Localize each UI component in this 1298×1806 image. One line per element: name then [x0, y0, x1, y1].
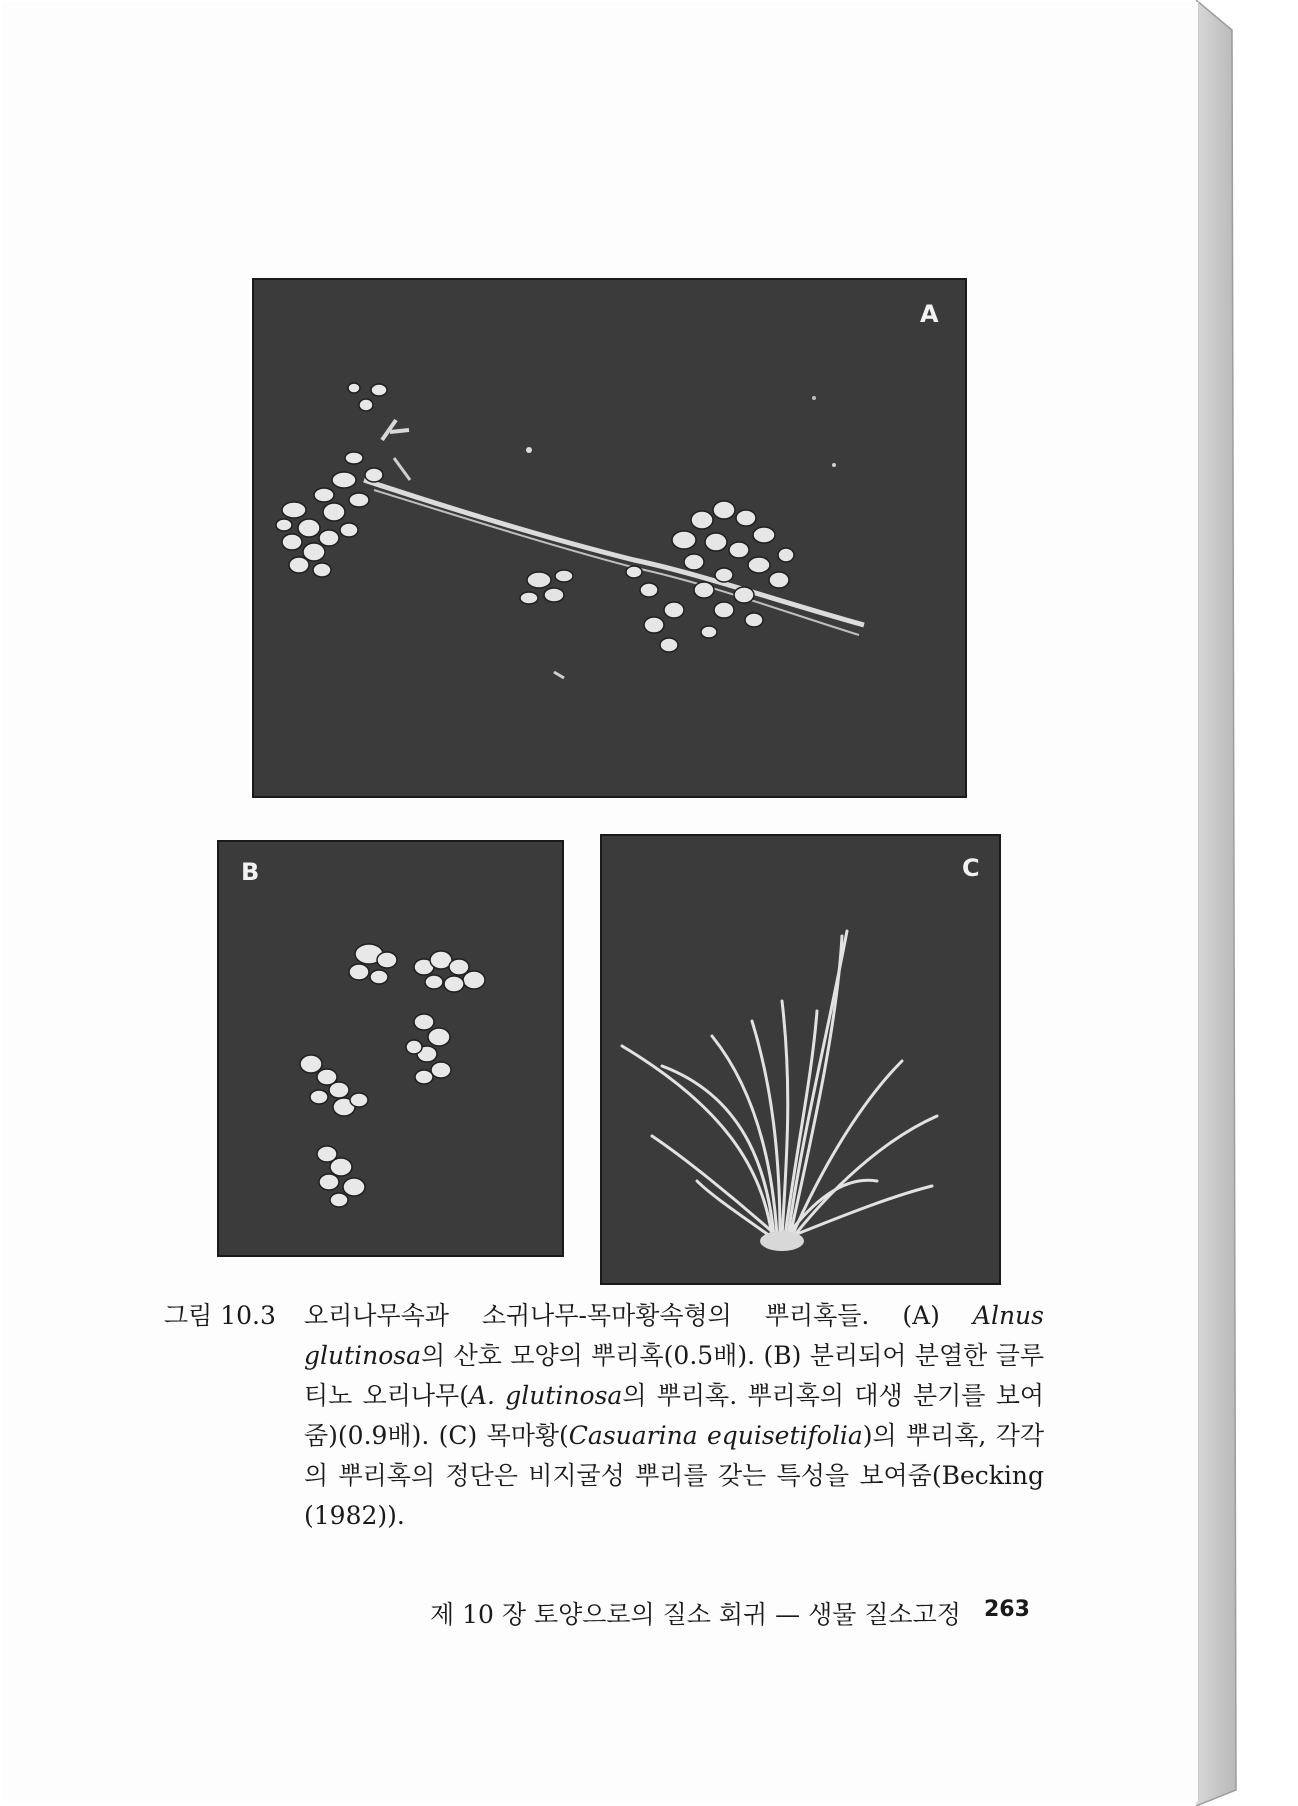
alnus-root-nodule-photo: [254, 280, 965, 796]
caption-text-2: 의 산호 모양의 뿌리혹(0.5배). (B) 분리되어 분열한 글루티노 오리나무(: [304, 1341, 1044, 1410]
running-footer-title: 제 10 장 토양으로의 질소 회귀 — 생물 질소고정: [430, 1600, 961, 1629]
figure-panel-a: [252, 278, 967, 798]
caption-label: 그림 10.3: [164, 1301, 276, 1330]
caption-text-3: 의 뿌리혹. 뿌리혹의 대생 분기를 보여줌)(0.9배). (C) 목마황(: [304, 1381, 1045, 1450]
book-edge: [1196, 0, 1240, 1806]
panel-letter-b: B: [241, 858, 260, 886]
caption-species-3: Casuarina equisetifolia: [568, 1421, 863, 1450]
caption-species-1: Alnus glutinosa: [304, 1301, 1044, 1370]
caption-body: [304, 1296, 1044, 1536]
page-number: 263: [984, 1597, 1030, 1622]
figure-panel-b: [217, 840, 564, 1257]
panel-letter-a: A: [920, 300, 939, 328]
caption-text-1: 오리나무속과 소귀나무-목마황속형의 뿌리혹들. (A): [304, 1301, 973, 1330]
caption-text-4: )의 뿌리혹, 각각의 뿌리혹의 정단은 비지굴성 뿌리를 갖는 특성을 보여줌(Becking (1982)).: [304, 1421, 1045, 1530]
figure-panel-c: [600, 834, 1001, 1285]
separated-nodules-photo: [219, 842, 562, 1255]
caption-species-2: A. glutinosa: [468, 1381, 623, 1410]
panel-letter-c: C: [962, 854, 980, 882]
casuarina-nodule-photo: [602, 836, 999, 1283]
